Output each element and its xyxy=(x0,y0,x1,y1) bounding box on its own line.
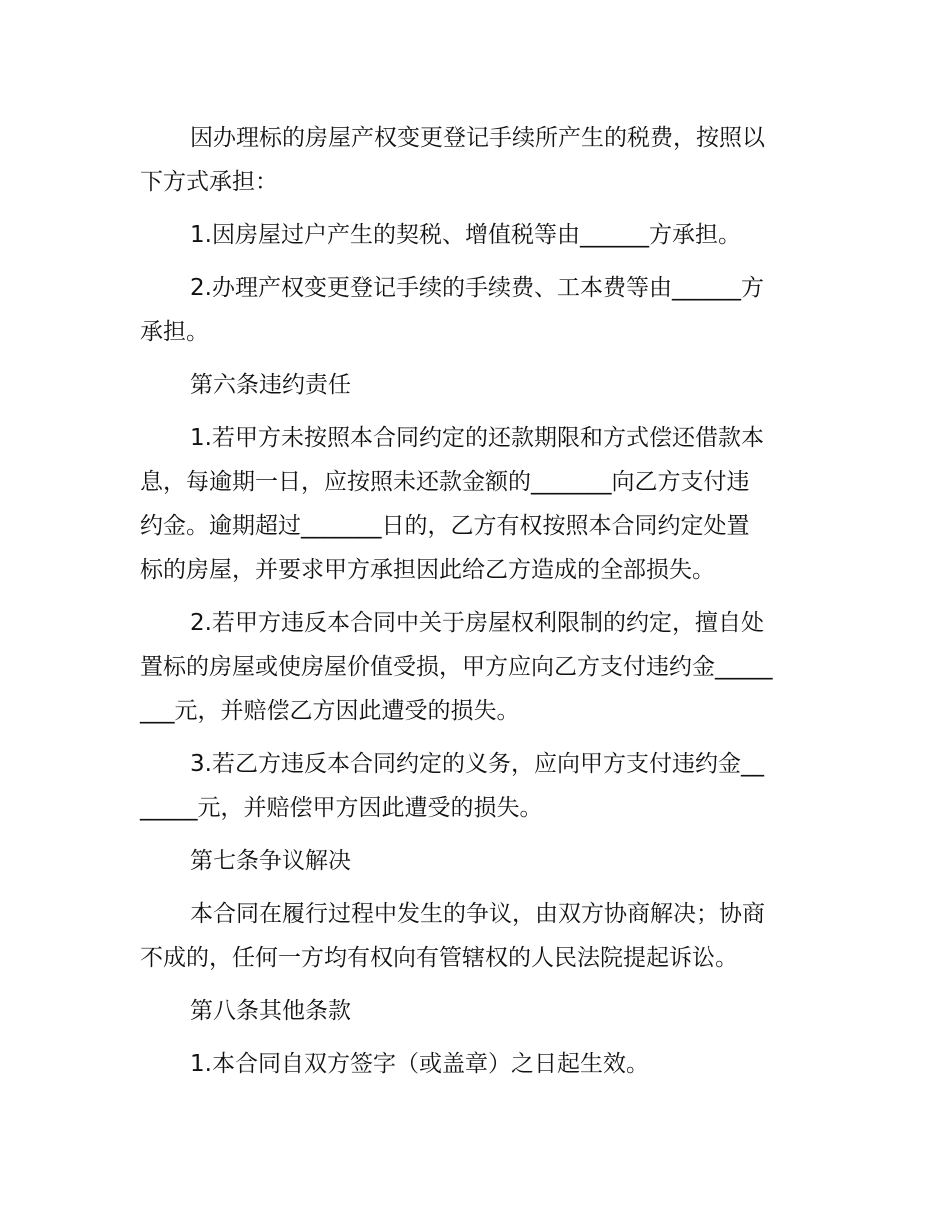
text-line: 标的房屋，并要求甲方承担因此给乙方造成的全部损失。 xyxy=(140,557,715,583)
paragraph xyxy=(140,839,812,883)
paragraph xyxy=(140,213,812,257)
text-line: 第七条争议解决 xyxy=(190,848,351,874)
text-line: _____元，并赔偿甲方因此遭受的损失。 xyxy=(140,795,543,821)
paragraph xyxy=(140,266,812,354)
text-line: 2.办理产权变更登记手续的手续费、工本费等由______方 xyxy=(190,275,764,301)
paragraph xyxy=(140,601,812,733)
paragraph xyxy=(140,989,812,1033)
text-line: 承担。 xyxy=(140,319,209,345)
text-line: 息，每逾期一日，应按照未还款金额的_______向乙方支付违 xyxy=(140,469,750,495)
paragraph xyxy=(140,892,812,980)
text-line: 3.若乙方违反本合同约定的义务，应向甲方支付违约金__ xyxy=(190,751,764,777)
text-line: 第六条违约责任 xyxy=(190,372,351,398)
text-line: ___元，并赔偿乙方因此遭受的损失。 xyxy=(140,698,520,724)
text-line: 下方式承担： xyxy=(140,169,278,195)
paragraph xyxy=(140,742,812,830)
paragraph xyxy=(140,363,812,407)
text-line: 2.若甲方违反本合同中关于房屋权利限制的约定，擅自处 xyxy=(190,610,764,636)
text-line: 约金。逾期超过_______日的，乙方有权按照本合同约定处置 xyxy=(140,513,750,539)
text-line: 不成的，任何一方均有权向有管辖权的人民法院提起诉讼。 xyxy=(140,945,738,971)
text-line: 1.本合同自双方签字（或盖章）之日起生效。 xyxy=(190,1051,649,1077)
text-line: 第八条其他条款 xyxy=(190,998,351,1024)
text-line: 本合同在履行过程中发生的争议，由双方协商解决；协商 xyxy=(190,901,765,927)
text-line: 1.若甲方未按照本合同约定的还款期限和方式偿还借款本 xyxy=(190,425,764,451)
text-line: 1.因房屋过户产生的契税、增值税等由______方承担。 xyxy=(190,222,741,248)
paragraph xyxy=(140,1042,812,1086)
paragraph xyxy=(140,416,812,592)
document-body xyxy=(140,116,812,1086)
text-line: 因办理标的房屋产权变更登记手续所产生的税费，按照以 xyxy=(190,125,765,151)
text-line: 置标的房屋或使房屋价值受损，甲方应向乙方支付违约金_____ xyxy=(140,654,773,680)
paragraph xyxy=(140,116,812,204)
